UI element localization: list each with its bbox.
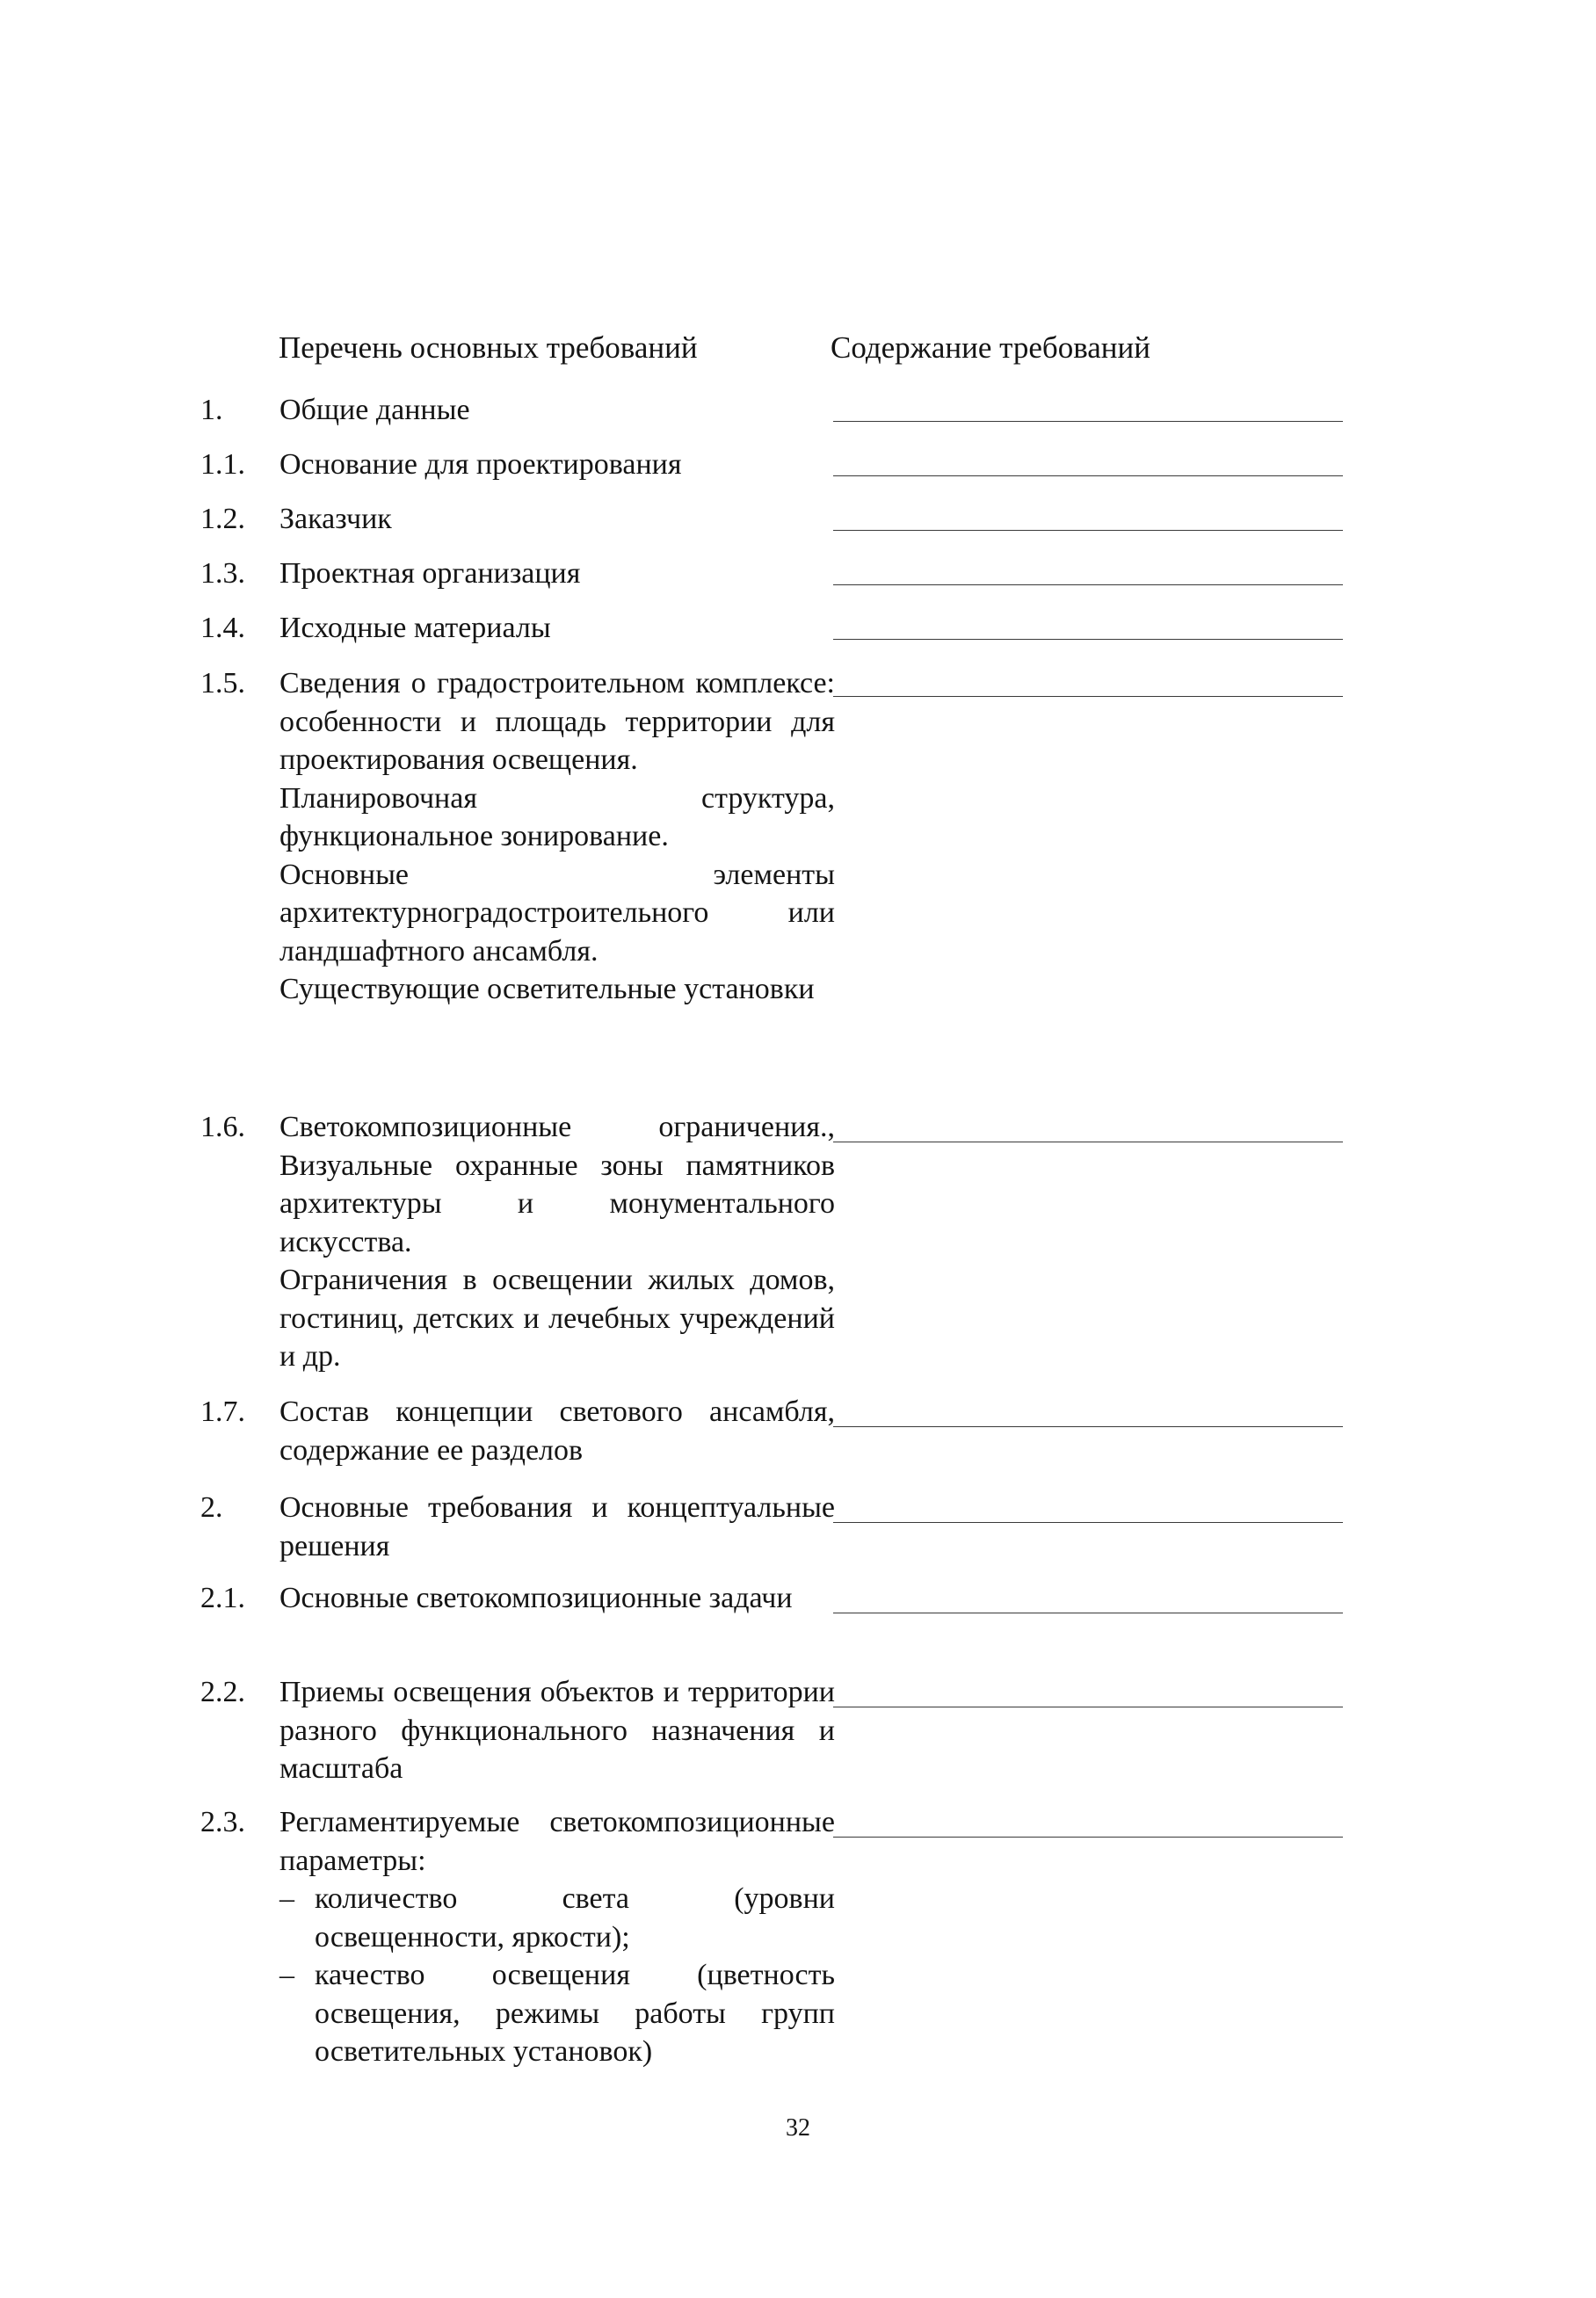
answer-line bbox=[833, 584, 1343, 585]
item-paragraph: Основные светокомпозиционные задачи bbox=[279, 1582, 793, 1614]
item-text bbox=[279, 555, 835, 593]
answer-line bbox=[833, 1426, 1343, 1427]
bullet-item bbox=[279, 1880, 835, 1956]
item-number: 1.6. bbox=[200, 1111, 245, 1143]
answer-line bbox=[833, 475, 1343, 476]
item-number: 2.3. bbox=[200, 1806, 245, 1838]
answer-line bbox=[833, 530, 1343, 531]
item-text bbox=[279, 1108, 835, 1376]
item-text bbox=[279, 446, 835, 484]
item-paragraph: Заказчик bbox=[279, 503, 392, 535]
item-text bbox=[279, 500, 835, 539]
item-number: 1.1. bbox=[200, 448, 245, 481]
answer-line bbox=[833, 639, 1343, 640]
item-paragraph: Приемы освещения объектов и территории разного функционального назначения и масштаба bbox=[279, 1676, 835, 1785]
item-number: 1.3. bbox=[200, 557, 245, 590]
item-paragraph: Основные требования и концептуальные решения bbox=[279, 1491, 835, 1562]
item-paragraph: Состав концепции светового ансамбля, содержание ее разделов bbox=[279, 1395, 835, 1467]
item-paragraph: Основные элементы архитектурноградостроительного или ландшафтного ансамбля. bbox=[279, 858, 835, 968]
item-text bbox=[279, 664, 835, 1009]
item-text bbox=[279, 1489, 835, 1565]
item-text bbox=[279, 391, 835, 430]
item-text bbox=[279, 1393, 835, 1469]
dash-bullet: – bbox=[279, 1959, 294, 1991]
item-paragraph: Сведения о градостроительном комплексе: особенности и площадь территории для проектирования освещения. bbox=[279, 667, 835, 776]
answer-line bbox=[833, 1522, 1343, 1523]
item-number: 2.1. bbox=[200, 1582, 245, 1614]
item-text bbox=[279, 609, 835, 648]
item-number: 2. bbox=[200, 1491, 223, 1524]
item-number: 1. bbox=[200, 394, 223, 426]
bullet-item bbox=[279, 1956, 835, 2071]
answer-line bbox=[833, 696, 1343, 697]
item-number: 1.7. bbox=[200, 1395, 245, 1428]
dash-bullet: – bbox=[279, 1882, 294, 1915]
bullet-text: количество света (уровни освещенности, яркости); bbox=[315, 1882, 835, 1954]
item-number: 2.2. bbox=[200, 1676, 245, 1708]
item-paragraph: Общие данные bbox=[279, 394, 470, 426]
item-text bbox=[279, 1803, 835, 2071]
item-number: 1.5. bbox=[200, 667, 245, 700]
item-text bbox=[279, 1579, 835, 1618]
item-number: 1.4. bbox=[200, 612, 245, 644]
item-paragraph: Планировочная структура, функциональное зонирование. bbox=[279, 781, 835, 852]
answer-line bbox=[833, 1837, 1343, 1838]
item-paragraph: Проектная организация bbox=[279, 557, 581, 590]
item-paragraph: Ограничения в освещении жилых домов, гостиниц, детских и лечебных учреждений и др. bbox=[279, 1264, 835, 1373]
item-paragraph: Исходные материалы bbox=[279, 612, 551, 644]
item-text bbox=[279, 1673, 835, 1788]
column-header-requirements-content: Содержание требований bbox=[831, 330, 1150, 365]
column-header-requirements-list: Перечень основных требований bbox=[279, 330, 698, 365]
item-number: 1.2. bbox=[200, 503, 245, 535]
page-number: 32 bbox=[786, 2114, 810, 2142]
answer-line bbox=[833, 421, 1343, 422]
item-paragraph: Основание для проектирования bbox=[279, 448, 682, 481]
item-paragraph: Светокомпозиционные ограничения., Визуальные охранные зоны памятников архитектуры и монументального искусства. bbox=[279, 1111, 835, 1258]
item-paragraph: Регламентируемые светокомпозиционные параметры: bbox=[279, 1806, 835, 1877]
item-paragraph: Существующие осветительные установки bbox=[279, 973, 815, 1005]
bullet-text: качество освещения (цветность освещения, режимы работы групп осветительных установок) bbox=[315, 1959, 835, 2068]
